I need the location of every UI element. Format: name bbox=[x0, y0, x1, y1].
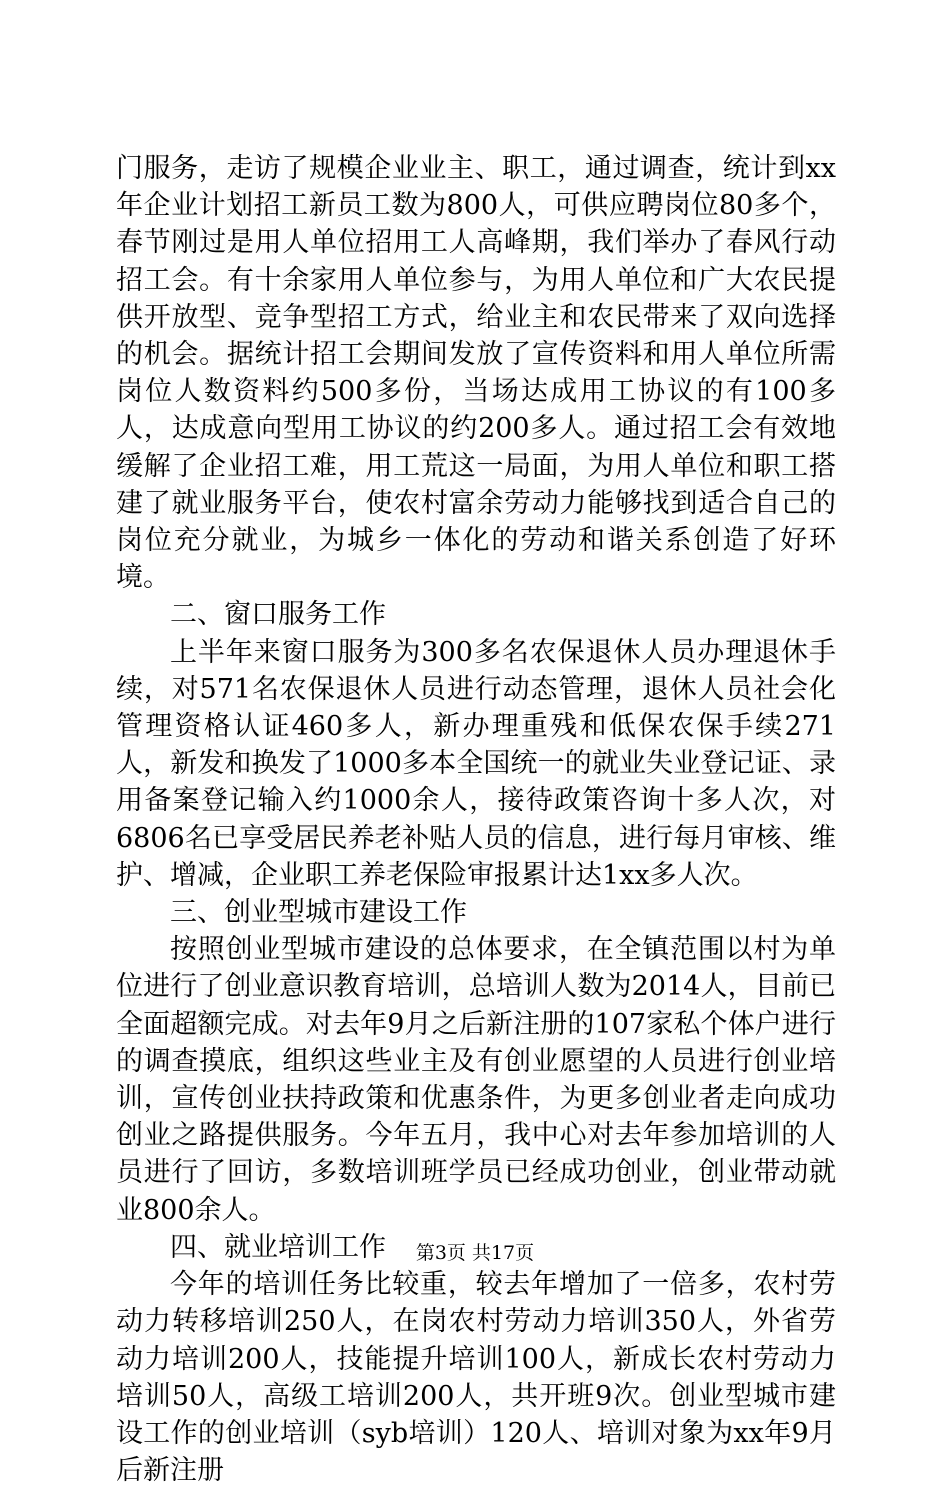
paragraph-window-service: 上半年来窗口服务为300多名农保退休人员办理退休手续，对571名农保退休人员进行动态管理，退休人员社会化管理资格认证460多人，新办理重残和低保农保手续271人，新发和换发了1000多本全国统一的就业失业登记证、录用备案登记输入约1000余人，接待政策咨询十多人次，对6806名已享受居民养老补贴人员的信息，进行每月审核、维护、增减，企业职工养老保险审报累计达1xx多人次。 bbox=[116, 636, 836, 891]
paragraph-entrepreneurial-city: 按照创业型城市建设的总体要求，在全镇范围以村为单位进行了创业意识教育培训，总培训人数为2014人，目前已全面超额完成。对去年9月之后新注册的107家私个体户进行的调查摸底，组织这些业主及有创业愿望的人员进行创业培训，宣传创业扶持政策和优惠条件，为更多创业者走向成功创业之路提供服务。今年五月，我中心对去年参加培训的人员进行了回访，多数培训班学员已经成功创业，创业带动就业800余人。 bbox=[116, 934, 836, 1226]
section-heading-employment-training: 四、就业培训工作 bbox=[170, 1231, 386, 1263]
section-heading-entrepreneurial-city: 三、创业型城市建设工作 bbox=[170, 897, 467, 929]
document-body bbox=[116, 150, 836, 1489]
paragraph-employment-training: 今年的培训任务比较重，较去年增加了一倍多，农村劳动力转移培训250人，在岗农村劳动力培训350人，外省劳动力培训200人，技能提升培训100人，新成长农村劳动力培训50人，高级工培训200人，共开班9次。创业型城市建设工作的创业培训（syb培训）120人、培训对象为xx年9月后新注册 bbox=[116, 1269, 836, 1487]
page-number-footer: 第3页 共17页 bbox=[415, 1242, 535, 1264]
paragraph-recruitment: 门服务，走访了规模企业业主、职工，通过调查，统计到xx年企业计划招工新员工数为800人，可供应聘岗位80多个，春节刚过是用人单位招用工人高峰期，我们举办了春风行动招工会。有十余家用人单位参与，为用人单位和广大农民提供开放型、竞争型招工方式，给业主和农民带来了双向选择的机会。据统计招工会期间发放了宣传资料和用人单位所需岗位人数资料约500多份，当场达成用工协议的有100多人，达成意向型用工协议的约200多人。通过招工会有效地缓解了企业招工难，用工荒这一局面，为用人单位和职工搭建了就业服务平台，使农村富余劳动力能够找到适合自己的岗位充分就业，为城乡一体化的劳动和谐关系创造了好环境。 bbox=[116, 153, 836, 594]
section-heading-window-service: 二、窗口服务工作 bbox=[170, 599, 386, 631]
